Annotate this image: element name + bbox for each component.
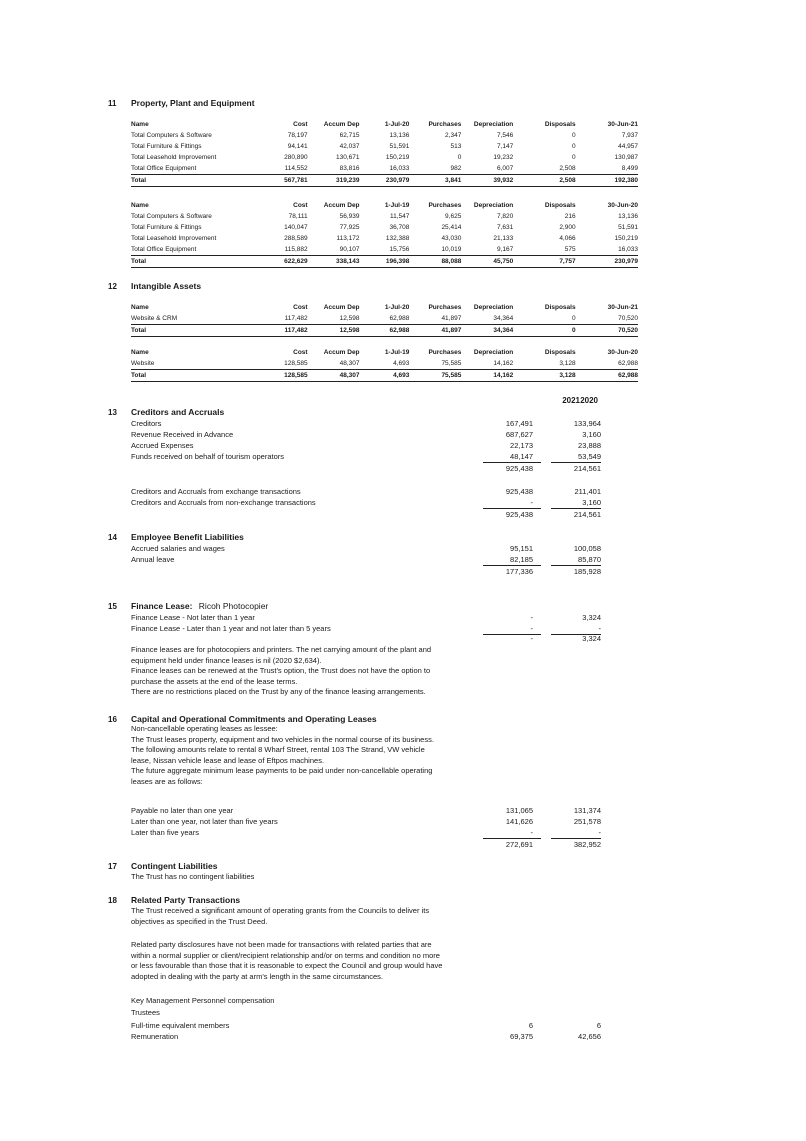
value-row bbox=[131, 440, 601, 451]
value-2020: 42,656 bbox=[578, 1032, 601, 1041]
related-party-text-1 bbox=[131, 906, 501, 927]
value-2020: 382,952 bbox=[573, 840, 601, 849]
value-2020: 3,160 bbox=[582, 498, 601, 507]
table-cell: 7,820 bbox=[496, 213, 514, 220]
value-2021: 687,627 bbox=[505, 430, 533, 439]
table-cell: 62,988 bbox=[618, 360, 638, 367]
table-header-row bbox=[131, 347, 638, 358]
table-cell: 62,715 bbox=[339, 132, 360, 139]
column-header: Purchases bbox=[428, 121, 462, 128]
table-cell: 288,589 bbox=[284, 235, 308, 242]
table-cell: 62,988 bbox=[389, 315, 410, 322]
text-line: Finance leases can be renewed at the Trust's option, the Trust does not have the option to bbox=[131, 666, 431, 675]
year-2021-header: 2021 bbox=[562, 396, 580, 405]
total-row bbox=[131, 633, 601, 644]
total-cell: 319,239 bbox=[308, 175, 360, 187]
table-cell: 42,037 bbox=[339, 143, 360, 150]
contingent-text: The Trust has no contingent liabilities bbox=[131, 872, 255, 881]
table-cell: 75,585 bbox=[441, 360, 462, 367]
text-line: The Trust leases property, equipment and two vehicles in the normal course of its business. bbox=[131, 734, 434, 744]
row-label: Remuneration bbox=[131, 1032, 179, 1041]
value-2021: 22,173 bbox=[510, 441, 533, 450]
column-header: Depreciation bbox=[473, 304, 514, 311]
total-cell: 62,988 bbox=[360, 325, 410, 337]
table-cell: Total Computers & Software bbox=[131, 132, 212, 139]
intangible-table-2021 bbox=[131, 302, 638, 337]
table-cell: 44,957 bbox=[618, 143, 638, 150]
value-row bbox=[131, 816, 601, 827]
table-cell: 83,816 bbox=[339, 165, 360, 172]
table-row bbox=[131, 244, 638, 256]
row-label: Creditors bbox=[131, 419, 162, 428]
table-cell: Total Computers & Software bbox=[131, 213, 212, 220]
table-cell: 4,066 bbox=[559, 235, 576, 242]
value-2021: 82,185 bbox=[510, 555, 533, 564]
row-label: Accrued Expenses bbox=[131, 441, 194, 450]
total-cell: 7,757 bbox=[513, 256, 575, 268]
column-header: Accum Dep bbox=[323, 304, 360, 311]
row-label: Finance Lease - Later than 1 year and not later than 5 years bbox=[131, 624, 331, 633]
table-total-row bbox=[131, 370, 638, 382]
table-cell: 2,347 bbox=[445, 132, 462, 139]
value-2021: 177,336 bbox=[505, 567, 533, 576]
table-cell: 0 bbox=[571, 143, 576, 150]
table-cell: 43,030 bbox=[441, 235, 462, 242]
text-line: objectives as specified in the Trust Deed. bbox=[131, 916, 268, 926]
table-cell: 34,364 bbox=[493, 315, 514, 322]
total-row bbox=[131, 509, 601, 520]
table-cell: 513 bbox=[450, 143, 462, 150]
row-label: Later than one year, not later than five years bbox=[131, 817, 278, 826]
column-header: Cost bbox=[293, 202, 308, 209]
table-row bbox=[131, 130, 638, 141]
section-number: 16 bbox=[108, 715, 117, 724]
column-header: Name bbox=[131, 349, 149, 356]
text-line: within a normal supplier or client/recipient relationship and/or on terms and condition no more bbox=[131, 950, 440, 960]
value-2020: 23,888 bbox=[578, 441, 601, 450]
value-2021: - bbox=[530, 634, 533, 643]
column-header: 1-Jul-19 bbox=[384, 349, 410, 356]
table-total-row bbox=[131, 175, 638, 187]
section-number: 17 bbox=[108, 862, 117, 871]
table-row bbox=[131, 152, 638, 163]
row-label: Annual leave bbox=[131, 555, 175, 564]
total-cell: 128,585 bbox=[264, 370, 308, 382]
value-2021: - bbox=[530, 624, 533, 633]
total-cell: 622,629 bbox=[264, 256, 308, 268]
value-2020: - bbox=[598, 624, 601, 633]
table-cell: 78,197 bbox=[287, 132, 308, 139]
column-header: 30-Jun-21 bbox=[607, 121, 638, 128]
table-cell: Total Furniture & Fittings bbox=[131, 143, 202, 150]
table-cell: 0 bbox=[571, 154, 576, 161]
column-header: Cost bbox=[293, 121, 308, 128]
column-header: Disposals bbox=[544, 202, 576, 209]
total-cell: 0 bbox=[513, 325, 575, 337]
value-2020: 211,401 bbox=[574, 487, 601, 496]
column-header: Purchases bbox=[428, 349, 462, 356]
table-cell: Total Office Equipment bbox=[131, 165, 197, 172]
column-header: Depreciation bbox=[473, 121, 514, 128]
text-line: purchase the assets at the end of the lease terms. bbox=[131, 676, 298, 686]
total-cell: 45,750 bbox=[461, 256, 513, 268]
table-row bbox=[131, 358, 638, 370]
section-title: Capital and Operational Commitments and Operating Leases bbox=[131, 714, 377, 724]
row-label: Accrued salaries and wages bbox=[131, 544, 225, 553]
table-cell: 48,307 bbox=[339, 360, 360, 367]
text-line: Non-cancellable operating leases as lessee: bbox=[131, 724, 278, 733]
table-cell: 9,167 bbox=[496, 246, 514, 253]
column-header: Accum Dep bbox=[323, 202, 360, 209]
column-header: 1-Jul-20 bbox=[384, 121, 410, 128]
section-number: 18 bbox=[108, 896, 117, 905]
table-cell: 7,631 bbox=[496, 224, 514, 231]
year-2020-header: 2020 bbox=[580, 396, 598, 405]
table-cell: 56,939 bbox=[339, 213, 360, 220]
table-cell: 3,128 bbox=[559, 360, 576, 367]
column-header: Accum Dep bbox=[323, 349, 360, 356]
table-total-row bbox=[131, 325, 638, 337]
table-row bbox=[131, 222, 638, 233]
section-title: Property, Plant and Equipment bbox=[131, 98, 255, 108]
value-row bbox=[131, 429, 601, 440]
table-cell: 14,162 bbox=[493, 360, 514, 367]
total-cell: 196,398 bbox=[360, 256, 410, 268]
value-2020: 3,160 bbox=[582, 430, 601, 439]
row-label: Finance Lease - Not later than 1 year bbox=[131, 613, 255, 622]
kmp-heading: Key Management Personnel compensation bbox=[131, 996, 275, 1005]
table-cell: 51,591 bbox=[618, 224, 638, 231]
value-2021: 167,491 bbox=[505, 419, 533, 428]
finance-lease-title: Finance Lease: bbox=[131, 601, 193, 611]
value-2021: 6 bbox=[528, 1021, 533, 1030]
table-cell: 16,033 bbox=[389, 165, 410, 172]
table-cell: 78,111 bbox=[288, 213, 308, 220]
section-number: 12 bbox=[108, 282, 117, 291]
total-cell: 12,598 bbox=[308, 325, 360, 337]
total-row bbox=[131, 839, 601, 850]
table-row bbox=[131, 313, 638, 325]
table-cell: 9,625 bbox=[445, 213, 462, 220]
section-number: 15 bbox=[108, 602, 117, 611]
value-2021: - bbox=[530, 613, 533, 622]
table-cell: 19,232 bbox=[493, 154, 514, 161]
table-header-row bbox=[131, 302, 638, 313]
table-cell: Website & CRM bbox=[131, 315, 178, 322]
table-cell: 70,520 bbox=[618, 315, 638, 322]
column-header: 1-Jul-20 bbox=[384, 304, 410, 311]
total-cell: 48,307 bbox=[308, 370, 360, 382]
row-label: Later than five years bbox=[131, 828, 199, 837]
total-row bbox=[131, 463, 601, 474]
row-label: Creditors and Accruals from exchange transactions bbox=[131, 487, 301, 496]
value-2020: 100,058 bbox=[573, 544, 601, 553]
table-cell: 36,708 bbox=[389, 224, 410, 231]
column-header: Depreciation bbox=[473, 349, 514, 356]
row-label: Payable no later than one year bbox=[131, 806, 234, 815]
value-row bbox=[131, 418, 601, 429]
value-row bbox=[131, 543, 601, 554]
table-cell: 13,136 bbox=[389, 132, 410, 139]
table-cell: 8,499 bbox=[621, 165, 638, 172]
value-2020: 3,324 bbox=[582, 634, 601, 643]
value-row bbox=[131, 554, 601, 565]
table-cell: 16,033 bbox=[618, 246, 638, 253]
value-2020: 85,870 bbox=[578, 555, 601, 564]
table-header-row bbox=[131, 200, 638, 211]
total-cell: 2,508 bbox=[513, 175, 575, 187]
value-row bbox=[131, 1020, 601, 1031]
value-2020: 251,578 bbox=[573, 817, 601, 826]
total-cell: 3,128 bbox=[513, 370, 575, 382]
section-number: 14 bbox=[108, 533, 117, 542]
text-line: leases are as follows: bbox=[131, 776, 203, 786]
table-cell: 25,414 bbox=[441, 224, 462, 231]
text-line: lease, Nissan vehicle lease and lease of Eftpos machines. bbox=[131, 755, 325, 765]
value-2021: 95,151 bbox=[510, 544, 533, 553]
table-cell: Website bbox=[131, 360, 155, 367]
total-cell: Total bbox=[131, 325, 264, 337]
table-header-row bbox=[131, 119, 638, 130]
value-2020: 6 bbox=[596, 1021, 601, 1030]
table-row bbox=[131, 141, 638, 152]
total-cell: 41,897 bbox=[409, 325, 461, 337]
table-total-row bbox=[131, 256, 638, 268]
row-label: Full-time equivalent members bbox=[131, 1021, 230, 1030]
value-row bbox=[131, 451, 601, 462]
total-cell: 230,979 bbox=[576, 256, 638, 268]
value-2021: 925,438 bbox=[505, 464, 533, 473]
total-cell: 4,693 bbox=[360, 370, 410, 382]
related-party-text-2 bbox=[131, 940, 501, 982]
column-header: Cost bbox=[293, 304, 308, 311]
finance-lease-subtitle: Ricoh Photocopier bbox=[198, 601, 269, 611]
value-2021: 131,065 bbox=[505, 806, 533, 815]
value-2021: 925,438 bbox=[505, 510, 533, 519]
section-title: Creditors and Accruals bbox=[131, 407, 225, 417]
total-cell: 34,364 bbox=[461, 325, 513, 337]
value-2020: 133,964 bbox=[573, 419, 601, 428]
table-cell: 77,925 bbox=[339, 224, 360, 231]
commitments-notes bbox=[131, 724, 501, 787]
section-number: 13 bbox=[108, 408, 117, 417]
value-row bbox=[131, 486, 601, 497]
text-line: adopted in dealing with the party at arm's length in the same circumstances. bbox=[131, 971, 383, 981]
value-2021: - bbox=[530, 828, 533, 837]
table-row bbox=[131, 211, 638, 222]
column-header: Name bbox=[131, 202, 149, 209]
value-2021: 69,375 bbox=[510, 1032, 533, 1041]
section-title: Contingent Liabilities bbox=[131, 861, 218, 871]
table-cell: Total Leasehold Improvement bbox=[131, 154, 217, 161]
table-cell: 11,547 bbox=[389, 213, 410, 220]
table-cell: 90,107 bbox=[339, 246, 360, 253]
intangible-table-2020 bbox=[131, 347, 638, 382]
value-2020: 3,324 bbox=[582, 613, 601, 622]
table-cell: 113,172 bbox=[336, 235, 360, 242]
value-2021: - bbox=[530, 498, 533, 507]
total-cell: 88,088 bbox=[409, 256, 461, 268]
table-cell: 21,133 bbox=[493, 235, 514, 242]
section-number: 11 bbox=[108, 99, 117, 108]
value-2020: - bbox=[598, 828, 601, 837]
column-header: 30-Jun-21 bbox=[607, 304, 638, 311]
table-cell: 2,508 bbox=[559, 165, 576, 172]
value-2021: 925,438 bbox=[505, 487, 533, 496]
table-cell: 2,900 bbox=[559, 224, 576, 231]
column-header: 30-Jun-20 bbox=[607, 202, 638, 209]
value-2020: 214,561 bbox=[573, 510, 601, 519]
table-cell: 280,890 bbox=[284, 154, 308, 161]
table-cell: 94,141 bbox=[287, 143, 308, 150]
table-cell: 130,671 bbox=[336, 154, 360, 161]
value-row bbox=[131, 497, 601, 508]
total-cell: Total bbox=[131, 370, 264, 382]
value-2020: 53,549 bbox=[578, 452, 601, 461]
table-cell: 982 bbox=[450, 165, 462, 172]
row-label: Revenue Received in Advance bbox=[131, 430, 234, 439]
value-row bbox=[131, 805, 601, 816]
text-line: Related party disclosures have not been made for transactions with related parties that are bbox=[131, 940, 432, 949]
table-cell: 150,219 bbox=[614, 235, 638, 242]
table-cell: 7,937 bbox=[621, 132, 638, 139]
table-cell: 128,585 bbox=[284, 360, 308, 367]
total-cell: 39,932 bbox=[461, 175, 513, 187]
column-header: Disposals bbox=[544, 121, 576, 128]
table-cell: 0 bbox=[571, 315, 576, 322]
table-cell: 150,219 bbox=[385, 154, 410, 161]
finance-lease-notes bbox=[131, 645, 501, 698]
section-title: Intangible Assets bbox=[131, 281, 202, 291]
value-2020: 131,374 bbox=[573, 806, 601, 815]
table-cell: Total Office Equipment bbox=[131, 246, 197, 253]
value-row bbox=[131, 1031, 601, 1042]
table-cell: 216 bbox=[564, 213, 576, 220]
column-header: Purchases bbox=[428, 304, 462, 311]
value-2021: 48,147 bbox=[510, 452, 533, 461]
total-cell: 117,482 bbox=[264, 325, 308, 337]
table-cell: 575 bbox=[564, 246, 576, 253]
value-row bbox=[131, 612, 601, 623]
table-cell: 130,987 bbox=[614, 154, 638, 161]
text-line: The Trust received a significant amount of operating grants from the Councils to deliver its bbox=[131, 906, 430, 915]
text-line: The future aggregate minimum lease payments to be paid under non-cancellable operating bbox=[131, 766, 433, 775]
column-header: Name bbox=[131, 121, 149, 128]
column-header: Accum Dep bbox=[323, 121, 360, 128]
column-header: Cost bbox=[293, 349, 308, 356]
section-title: Employee Benefit Liabilities bbox=[131, 532, 244, 542]
table-cell: Total Furniture & Fittings bbox=[131, 224, 202, 231]
table-cell: 140,047 bbox=[284, 224, 308, 231]
total-cell: Total bbox=[131, 256, 264, 268]
total-cell: 192,380 bbox=[576, 175, 638, 187]
table-cell: 51,591 bbox=[389, 143, 410, 150]
total-cell: 338,143 bbox=[308, 256, 360, 268]
table-cell: 41,897 bbox=[441, 315, 462, 322]
trustees-heading: Trustees bbox=[131, 1008, 160, 1017]
text-line: or less favourable than those that it is reasonable to expect the Council and group would have bbox=[131, 961, 443, 970]
table-cell: 0 bbox=[571, 132, 576, 139]
value-2021: 141,626 bbox=[505, 817, 533, 826]
text-line: Finance leases are for photocopiers and printers. The net carrying amount of the plant and bbox=[131, 645, 432, 654]
column-header: Disposals bbox=[544, 349, 576, 356]
total-cell: Total bbox=[131, 175, 264, 187]
text-line: There are no restrictions placed on the Trust by any of the finance leasing arrangements. bbox=[131, 687, 426, 696]
column-header: Purchases bbox=[428, 202, 462, 209]
total-cell: 75,585 bbox=[409, 370, 461, 382]
ppe-table-2020 bbox=[131, 200, 638, 268]
total-cell: 70,520 bbox=[576, 325, 638, 337]
table-cell: Total Leasehold Improvement bbox=[131, 235, 217, 242]
table-cell: 13,136 bbox=[618, 213, 638, 220]
section-title bbox=[131, 601, 268, 611]
ppe-table-2021 bbox=[131, 119, 638, 187]
total-cell: 62,988 bbox=[576, 370, 638, 382]
table-row bbox=[131, 233, 638, 244]
total-cell: 3,841 bbox=[409, 175, 461, 187]
total-cell: 230,979 bbox=[360, 175, 410, 187]
row-label: Creditors and Accruals from non-exchange transactions bbox=[131, 498, 316, 507]
column-header: Disposals bbox=[544, 304, 576, 311]
table-cell: 0 bbox=[457, 154, 462, 161]
table-cell: 132,388 bbox=[385, 235, 410, 242]
text-line: equipment held under finance leases is nil (2020 $2,634). bbox=[131, 655, 322, 665]
table-row bbox=[131, 163, 638, 175]
table-cell: 115,882 bbox=[284, 246, 308, 253]
value-2020: 214,561 bbox=[573, 464, 601, 473]
column-header: 1-Jul-19 bbox=[384, 202, 410, 209]
table-cell: 10,019 bbox=[441, 246, 462, 253]
table-cell: 117,482 bbox=[284, 315, 308, 322]
table-cell: 6,007 bbox=[496, 165, 514, 172]
row-label: Funds received on behalf of tourism operators bbox=[131, 452, 284, 461]
table-cell: 15,756 bbox=[389, 246, 410, 253]
table-cell: 4,693 bbox=[393, 360, 410, 367]
value-row bbox=[131, 827, 601, 838]
column-header: 30-Jun-20 bbox=[607, 349, 638, 356]
total-cell: 14,162 bbox=[461, 370, 513, 382]
section-title: Related Party Transactions bbox=[131, 895, 241, 905]
column-header: Depreciation bbox=[473, 202, 514, 209]
value-2021: 272,691 bbox=[505, 840, 533, 849]
table-cell: 7,546 bbox=[496, 132, 514, 139]
total-row bbox=[131, 566, 601, 577]
value-2020: 185,928 bbox=[573, 567, 601, 576]
column-header: Name bbox=[131, 304, 149, 311]
total-cell: 567,781 bbox=[264, 175, 308, 187]
table-cell: 114,552 bbox=[284, 165, 308, 172]
table-cell: 12,598 bbox=[339, 315, 360, 322]
text-line: The following amounts relate to rental 8 Wharf Street, rental 103 The Strand, VW vehicle bbox=[131, 745, 425, 754]
table-cell: 7,147 bbox=[496, 143, 514, 150]
